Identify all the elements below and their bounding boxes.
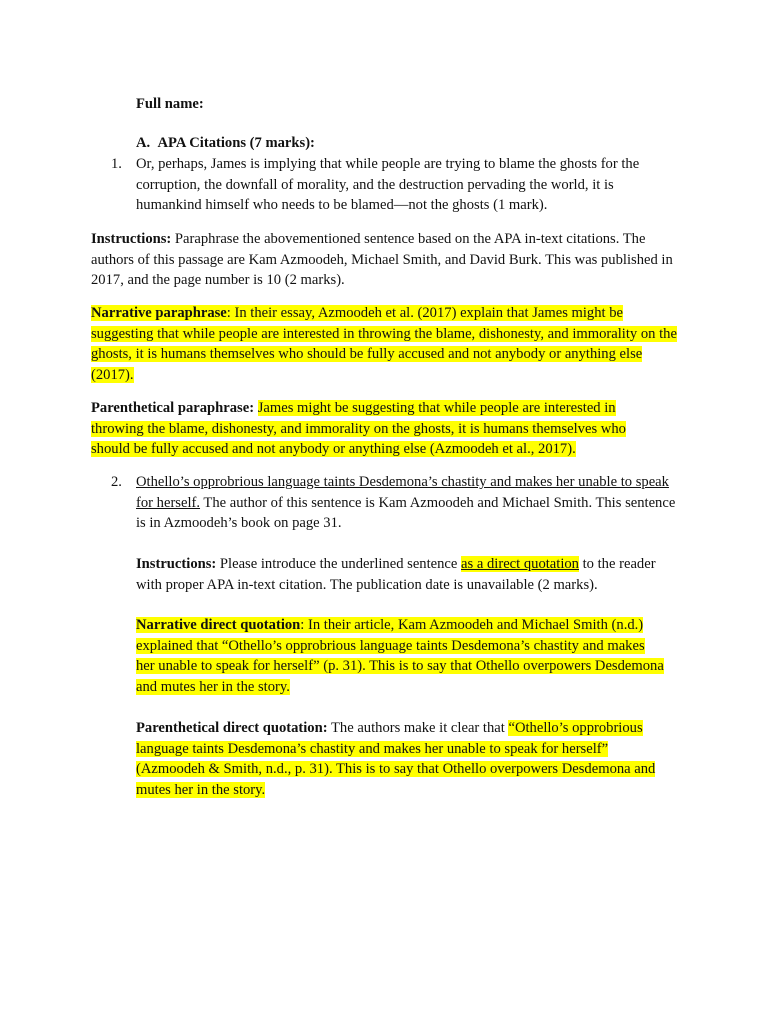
instructions-2	[136, 554, 681, 595]
narrative-direct-text: : In their article, Kam Azmoodeh and Michael Smith (n.d.) explained that “Othello’s opprobrious language taints Desdemona’s chastity and makes her unable to speak for herself” (p. 31). This is to say that Othello overpowers Desdemona and mutes her in the story.	[136, 617, 664, 695]
item-2-number: 2.	[111, 474, 122, 490]
instructions-1	[91, 229, 679, 291]
parenthetical-paraphrase-label: Parenthetical paraphrase:	[91, 400, 255, 416]
instructions-2-text-after: to the reader with proper APA in-text citation. The publication date is unavailable (2 marks).	[136, 556, 656, 593]
item-2-text	[136, 472, 681, 534]
parenthetical-paraphrase-text: James might be suggesting that while people are interested in throwing the blame, dishonesty, and immorality on the ghosts, it is humans themselves who should be fully accused and not anybody or anything else (Azmoodeh et al., 2017).	[91, 400, 626, 457]
narrative-paraphrase-text: : In their essay, Azmoodeh et al. (2017) explain that James might be suggesting that while people are interested in throwing the blame, dishonesty, and immorality on the ghosts, it is humans themselves who should be fully accused and not anybody or anything else (2017).	[91, 305, 677, 383]
parenthetical-direct-text: The authors make it clear that	[327, 720, 509, 736]
parenthetical-direct-quote: “Othello’s opprobrious language taints Desdemona’s chastity and makes her unable to speak for herself” (Azmoodeh & Smith, n.d., p. 31). This is to say that Othello overpowers Desdemona and mutes her in the story.	[136, 720, 656, 798]
parenthetical-direct-quotation	[136, 718, 676, 800]
instructions-2-label: Instructions:	[136, 556, 217, 572]
instructions-1-text: Paraphrase the abovementioned sentence based on the APA in-text citations. The authors of this passage are Kam Azmoodeh, Michael Smith, and David Burk. This was published in 2017, and the page number is 10 (2 marks).	[91, 231, 673, 288]
section-a-letter: A.	[136, 135, 151, 151]
item-2-source-text: The author of this sentence is Kam Azmoodeh and Michael Smith. This sentence is in Azmoodeh’s book on page 31.	[136, 494, 676, 531]
section-a-title: APA Citations (7 marks):	[157, 135, 315, 151]
narrative-paraphrase-label: Narrative paraphrase	[91, 305, 227, 321]
parenthetical-paraphrase	[91, 398, 661, 460]
direct-quotation-highlight: as a direct quotation	[461, 556, 579, 572]
item-2-underlined-sentence: Othello’s opprobrious language taints Desdemona’s chastity and makes her unable to speak for herself.	[136, 474, 669, 511]
section-a-heading	[136, 133, 315, 154]
instructions-2-text-before: Please introduce the underlined sentence	[216, 556, 462, 572]
item-1-text: Or, perhaps, James is implying that while people are trying to blame the ghosts for the corruption, the downfall of morality, and the destruction pervading the world, it is humankind himself who needs to be blamed—not the ghosts (1 mark).	[136, 156, 640, 213]
item-1-number: 1.	[111, 156, 122, 172]
parenthetical-direct-label: Parenthetical direct quotation:	[136, 720, 328, 736]
instructions-1-label: Instructions:	[91, 231, 172, 247]
full-name-label: Full name:	[136, 96, 204, 112]
narrative-paraphrase	[91, 303, 679, 385]
narrative-direct-quotation	[136, 615, 666, 697]
narrative-direct-label: Narrative direct quotation	[136, 617, 301, 633]
